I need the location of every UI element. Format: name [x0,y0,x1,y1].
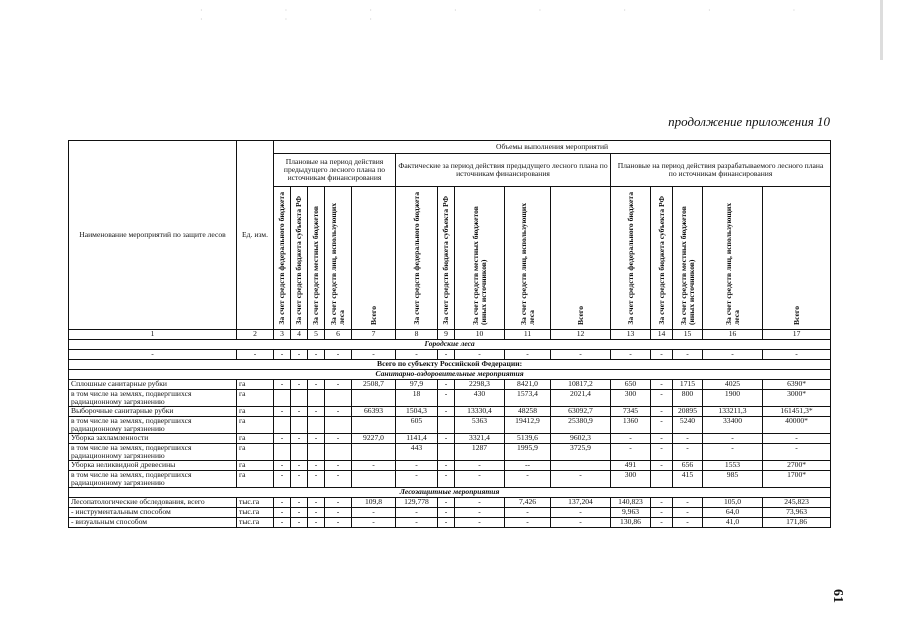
table-cell: - [673,433,703,443]
table-cell: 171,86 [763,517,831,527]
table-cell: - [308,349,325,359]
forest-protection-table [68,140,831,528]
column-number: 13 [611,329,651,339]
table-cell: - [651,389,673,406]
table-cell: - [651,406,673,416]
table-cell: - [274,460,291,470]
table-cell: - [396,460,438,470]
sub-header: За счет средств лиц, использующих леса [518,203,536,325]
row-label: Лесопатологические обследования, всего [69,497,237,507]
column-number: 11 [505,329,551,339]
table-cell: - [673,507,703,517]
column-number: 17 [763,329,831,339]
table-cell: 20895 [673,406,703,416]
table-row [69,507,831,517]
scan-artifacts: · · · · · · · · · · · [200,6,836,24]
table-cell [651,470,673,487]
group-planned-current: Плановые на период действия разрабатываемого лесного плана по источникам финансирования [611,154,831,187]
table-cell: 1553 [703,460,763,470]
row-label: в том числе на землях, подвергшихся радиационному загрязнению [69,416,237,433]
table-row [69,433,831,443]
table-cell: 13330,4 [455,406,505,416]
table-cell: - [308,497,325,507]
table-cell: - [274,517,291,527]
table-cell: 19412,9 [505,416,551,433]
sub-header: За счет средств федерального бюджета [277,192,287,325]
table-cell: 8421,0 [505,379,551,389]
table-cell: - [455,497,505,507]
sub-header: За счет средств бюджета субъекта РФ [294,196,304,325]
table-cell: 5363 [455,416,505,433]
table-cell [291,416,308,433]
row-unit: га [237,443,274,460]
table-row [69,329,831,339]
table-cell: - [703,443,763,460]
table-cell: - [325,507,352,517]
table-cell: - [325,497,352,507]
row-label: в том числе на землях, подвергшихся радиационному загрязнению [69,470,237,487]
sub-header: За счет средств федерального бюджета [625,192,635,325]
table-cell: 1360 [611,416,651,433]
row-unit: га [237,406,274,416]
table-cell: - [438,349,455,359]
table-cell: 491 [611,460,651,470]
table-row [69,389,831,406]
table-cell: 1995,9 [505,443,551,460]
table-cell: - [673,349,703,359]
column-number: 1 [69,329,237,339]
row-label: в том числе на землях, подвергшихся радиационному загрязнению [69,389,237,406]
table-cell: - [291,517,308,527]
col-unit-header: Ед. изм. [237,141,274,330]
table-cell: - [325,349,352,359]
table-row [69,460,831,470]
table-cell: - [438,517,455,527]
table-row [69,359,831,369]
table-row [69,443,831,460]
table-cell: 64,0 [703,507,763,517]
table-cell: - [274,349,291,359]
table-cell [352,389,396,406]
table-cell: - [673,443,703,460]
sub-header: За счет средств местных бюджетов (иных источников) [678,206,696,325]
row-label: Уборка неликвидной древесины [69,460,237,470]
table-cell: 105,0 [703,497,763,507]
table-cell: 3000* [763,389,831,406]
scan-edge [880,0,883,60]
table-cell: 63092,7 [551,406,611,416]
sub-header: Всего [575,306,585,325]
table-cell: - [291,379,308,389]
table-cell: 109,8 [352,497,396,507]
continuation-label: продолжение приложения 10 [668,114,830,129]
column-number: 8 [396,329,438,339]
table-cell: - [352,349,396,359]
table-cell: - [651,349,673,359]
volumes-header: Объемы выполнения мероприятий [274,141,831,154]
table-cell: 9602,3 [551,433,611,443]
sub-header: За счет средств лиц, использующих леса [723,203,741,325]
table-body [69,329,831,527]
table-cell [308,443,325,460]
table-cell: - [291,507,308,517]
table-cell: - [325,517,352,527]
table-cell: - [69,349,237,359]
section-sanitary: Санитарно-оздоровительные мероприятия [69,369,831,379]
table-cell: 985 [703,470,763,487]
column-number: 5 [308,329,325,339]
table-cell: - [274,433,291,443]
table-cell: 300 [611,389,651,406]
table-cell: - [291,406,308,416]
table-cell: - [703,433,763,443]
table-cell: 140,823 [611,497,651,507]
row-unit: тыс.га [237,507,274,517]
table-cell: - [396,349,438,359]
table-cell: - [455,349,505,359]
table-row [69,470,831,487]
table-cell: - [651,443,673,460]
table-cell: 18 [396,389,438,406]
table-cell [352,416,396,433]
row-unit: тыс.га [237,517,274,527]
table-cell: 129,778 [396,497,438,507]
table-cell [291,443,308,460]
table-row [69,379,831,389]
table-cell: 443 [396,443,438,460]
table-cell: 9227,0 [352,433,396,443]
table-cell: - [438,433,455,443]
table-cell: 430 [455,389,505,406]
table-cell: - [505,349,551,359]
row-unit: га [237,460,274,470]
table-cell: - [438,460,455,470]
table-cell [308,389,325,406]
table-cell: - [551,507,611,517]
table-cell: - [455,460,505,470]
table-cell: - [308,507,325,517]
table-cell [551,460,611,470]
table-cell: 137,204 [551,497,611,507]
table-cell: - [352,460,396,470]
table-cell: - [308,470,325,487]
table-cell: -- [505,460,551,470]
table-cell: - [438,389,455,406]
column-number: 4 [291,329,308,339]
table-cell: 7345 [611,406,651,416]
row-label: Выборочные санитарные рубки [69,406,237,416]
column-number: 9 [438,329,455,339]
table-cell: - [455,470,505,487]
table-cell: - [274,507,291,517]
table-cell: - [505,517,551,527]
table-cell [291,389,308,406]
table-cell: 6390* [763,379,831,389]
table-cell: - [291,497,308,507]
table-cell: 1900 [703,389,763,406]
table-cell: 5240 [673,416,703,433]
table-cell: 1141,4 [396,433,438,443]
table-cell: - [763,349,831,359]
table-cell: - [308,406,325,416]
table-cell: 300 [611,470,651,487]
table-cell: - [325,406,352,416]
table-cell: - [291,433,308,443]
table-cell: 245,823 [763,497,831,507]
table-cell: 1700* [763,470,831,487]
table-row [69,416,831,433]
table-cell: - [651,460,673,470]
column-number: 7 [352,329,396,339]
table-cell: - [274,406,291,416]
table-cell: - [673,517,703,527]
table-cell: - [396,517,438,527]
table-cell [274,416,291,433]
table-cell [325,443,352,460]
table-cell [325,389,352,406]
table-cell: - [551,517,611,527]
table-cell: - [505,507,551,517]
table-cell: - [291,349,308,359]
table-cell [274,389,291,406]
table-cell: 73,963 [763,507,831,517]
row-label: Уборка захламленности [69,433,237,443]
table-cell: 415 [673,470,703,487]
table-cell: - [308,433,325,443]
column-number: 12 [551,329,611,339]
page-number: 61 [830,589,845,603]
row-label: - визуальным способом [69,517,237,527]
sub-header: За счет средств бюджета субъекта РФ [441,196,451,325]
column-number: 10 [455,329,505,339]
table-cell: - [308,517,325,527]
table-cell: - [352,517,396,527]
table-cell [308,416,325,433]
table-cell: 25380,9 [551,416,611,433]
table-cell: 800 [673,389,703,406]
table-cell: 41,0 [703,517,763,527]
table-row [69,369,831,379]
table-cell: - [237,349,274,359]
table-cell: - [325,470,352,487]
table-cell: 3321,4 [455,433,505,443]
table-cell: - [703,349,763,359]
table-cell: 2298,3 [455,379,505,389]
table-cell: - [325,433,352,443]
section-forest-protection: Лесозащитные мероприятия [69,487,831,497]
sub-header: За счет средств федерального бюджета [411,192,421,325]
table-cell [438,443,455,460]
table-cell [352,443,396,460]
table-cell: - [438,406,455,416]
table-cell: 66393 [352,406,396,416]
table-cell: 1287 [455,443,505,460]
col-name-header: Наименование мероприятий по защите лесов [69,141,237,330]
table-cell: 1573,4 [505,389,551,406]
table-cell: - [611,443,651,460]
table-cell: - [651,379,673,389]
row-label: в том числе на землях, подвергшихся радиационному загрязнению [69,443,237,460]
table-cell: 2508,7 [352,379,396,389]
sub-header: Всего [791,306,801,325]
table-cell: - [673,497,703,507]
table-cell: - [651,433,673,443]
table-cell: - [325,460,352,470]
table-cell: - [551,470,611,487]
table-cell: - [274,497,291,507]
table-cell: - [438,497,455,507]
table-cell: 2700* [763,460,831,470]
table-cell: - [274,379,291,389]
table-cell: - [505,470,551,487]
sub-header: За счет средств местных бюджетов (иных источников) [470,206,488,325]
row-unit: тыс.га [237,497,274,507]
table-row [69,339,831,349]
column-number: 3 [274,329,291,339]
table-cell [352,470,396,487]
table-cell: - [611,349,651,359]
table-cell: - [438,379,455,389]
row-unit: га [237,416,274,433]
table-cell: 1504,3 [396,406,438,416]
table-cell: - [308,379,325,389]
table-cell: 48258 [505,406,551,416]
column-number: 15 [673,329,703,339]
table-cell [274,443,291,460]
table-cell: 5139,6 [505,433,551,443]
table-row [69,349,831,359]
table-cell: - [455,507,505,517]
table-cell: 3725,9 [551,443,611,460]
sub-header: Всего [368,306,378,325]
column-number: 16 [703,329,763,339]
table-cell: - [651,507,673,517]
row-unit: га [237,433,274,443]
table-cell: 7,426 [505,497,551,507]
table-cell: 2021,4 [551,389,611,406]
column-number: 2 [237,329,274,339]
table-cell: - [396,507,438,517]
table-row [69,487,831,497]
row-unit: га [237,379,274,389]
table-cell: - [763,433,831,443]
sub-header: За счет средств лиц, использующих леса [329,203,346,325]
section-city-forests: Городские леса [69,339,831,349]
table-cell: - [291,470,308,487]
table-cell: 161451,3* [763,406,831,416]
table-cell: 10817,2 [551,379,611,389]
table-cell: - [396,470,438,487]
row-unit: га [237,389,274,406]
table-cell: 130,86 [611,517,651,527]
row-unit: га [237,470,274,487]
table-cell: 650 [611,379,651,389]
table-cell: - [455,517,505,527]
table-cell: - [611,433,651,443]
table-cell: - [763,443,831,460]
table-cell: 97,9 [396,379,438,389]
table-row [69,497,831,507]
table-cell: - [274,470,291,487]
table-cell: - [438,507,455,517]
table-cell: 4025 [703,379,763,389]
table-cell: - [291,460,308,470]
table-cell: - [651,416,673,433]
column-number: 6 [325,329,352,339]
sub-header: За счет средств местных бюджетов [311,206,321,325]
table-cell: 1715 [673,379,703,389]
table-cell: 656 [673,460,703,470]
table-cell: - [352,507,396,517]
table-cell: - [651,497,673,507]
table-cell: - [651,517,673,527]
row-label: Сплошные санитарные рубки [69,379,237,389]
table-cell: - [325,379,352,389]
table-row [69,406,831,416]
table-cell: 40000* [763,416,831,433]
table-cell: - [438,470,455,487]
group-actual-previous: Фактические за период действия предыдущего лесного плана по источникам финансирования [396,154,611,187]
table-cell: 605 [396,416,438,433]
table-row [69,517,831,527]
table-cell [438,416,455,433]
table-cell: 133211,3 [703,406,763,416]
table-cell: 33400 [703,416,763,433]
group-planned-previous: Плановые на период действия предыдущего лесного плана по источникам финансирования [274,154,396,187]
column-number: 14 [651,329,673,339]
row-label: - инструментальным способом [69,507,237,517]
sub-header: За счет средств бюджета субъекта РФ [656,196,666,325]
table-cell [325,416,352,433]
table-cell: - [308,460,325,470]
table-cell: 9,963 [611,507,651,517]
table-cell: - [551,349,611,359]
section-subject-total: Всего по субъекту Российской Федерации: [69,359,831,369]
